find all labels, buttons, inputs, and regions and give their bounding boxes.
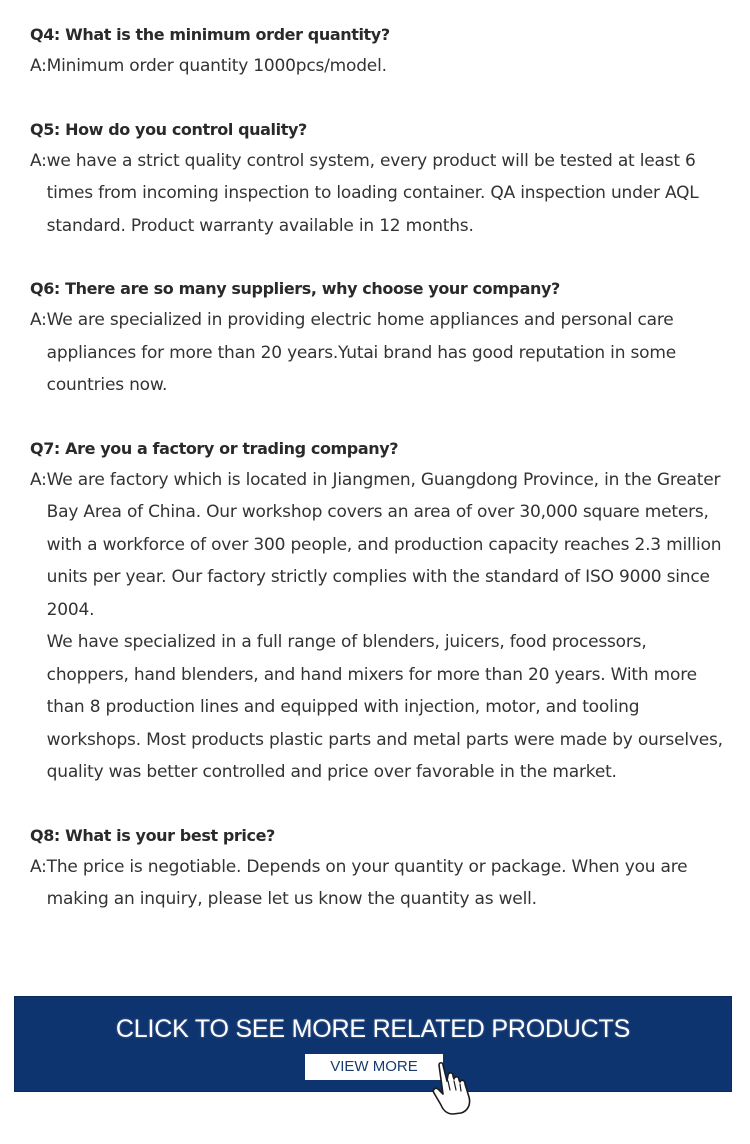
answer-prefix: A: — [30, 310, 47, 330]
faq-question: Q8: What is your best price? — [30, 825, 275, 845]
answer-text: We are factory which is located in Jiangmen, Guangdong Province, in the Greater Bay Area of China. Our workshop covers an area of over 30,000 square meters, with a workforce of over 300 people, and production capacity reaches 2.3 million units per year. Our factory strictly complies with the standard of ISO 9000 since 2004. — [46, 469, 722, 620]
faq-item-q8 — [30, 821, 730, 916]
faq-answer — [30, 50, 730, 83]
faq-answer — [30, 851, 730, 916]
answer-prefix: A: — [30, 856, 47, 877]
faq-question: Q5: How do you control quality? — [30, 119, 307, 139]
faq-item-q6 — [30, 274, 730, 402]
answer-text: We have specialized in a full range of blenders, juicers, food processors, choppers, hand blenders, and hand mixers for more than 20 years. With more than 8 production lines and equipped with injection, motor, and tooling workshops. Most products plastic parts and metal parts were made by ourselves, quality was better controlled and price over favorable in the market. — [46, 632, 723, 782]
faq-answer — [30, 145, 730, 243]
view-more-button[interactable]: VIEW MORE — [305, 1054, 443, 1080]
answer-text: Minimum order quantity 1000pcs/model. — [46, 56, 387, 76]
faq-item-q7 — [30, 434, 730, 789]
faq-answer — [30, 464, 730, 789]
hand-pointer-icon — [431, 1059, 481, 1115]
faq-question: Q4: What is the minimum order quantity? — [30, 25, 390, 44]
faq-question: Q7: Are you a factory or trading company? — [30, 438, 399, 458]
banner-title[interactable]: CLICK TO SEE MORE RELATED PRODUCTS — [115, 1015, 631, 1043]
faq-question: Q6: There are so many suppliers, why choose your company? — [30, 279, 560, 298]
answer-text: we have a strict quality control system, every product will be tested at least 6 times from incoming inspection to loading container. QA inspection under AQL standard. Product warranty available in 12 months. — [46, 150, 699, 236]
faq-item-q4 — [30, 20, 730, 83]
related-products-banner[interactable] — [14, 996, 732, 1092]
answer-text: The price is negotiable. Depends on your quantity or package. When you are making an inquiry, please let us know the quantity as well. — [46, 856, 688, 909]
answer-prefix: A: — [30, 56, 47, 76]
answer-prefix: A: — [30, 150, 47, 171]
faq-item-q5 — [30, 115, 730, 243]
answer-prefix: A: — [30, 469, 47, 490]
faq-answer — [30, 304, 730, 402]
answer-text: We are specialized in providing electric home appliances and personal care appliances for more than 20 years.Yutai brand has good reputation in some countries now. — [46, 310, 676, 395]
faq-list — [30, 20, 730, 948]
